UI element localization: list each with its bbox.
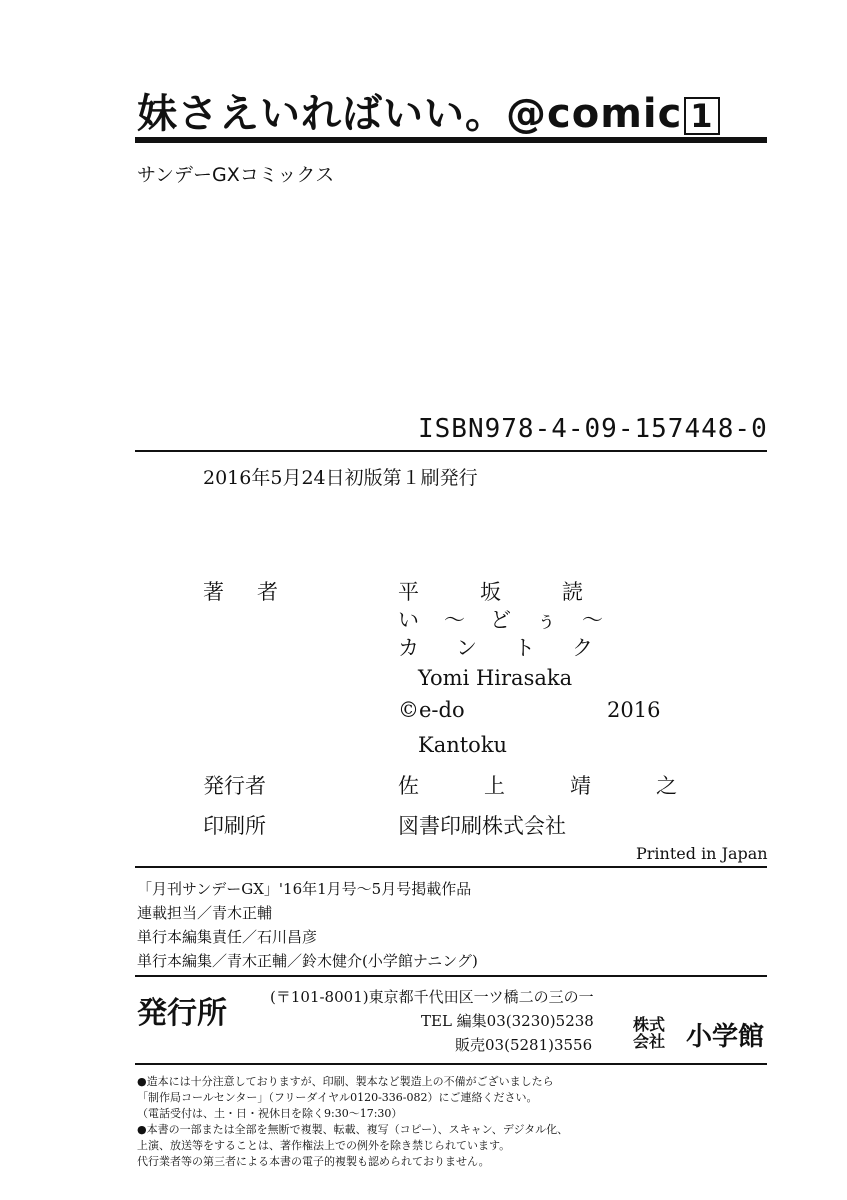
book-title (137, 82, 720, 139)
note-line-4: ●本書の一部または全部を無断で複製、転載、複写（コピー）、スキャン、デジタル化、 (137, 1123, 569, 1136)
issuer-name: 佐 上 靖 之 (398, 774, 699, 798)
author-name-1: 平 坂 読 (398, 580, 603, 604)
author-name-en-1: Yomi Hirasaka (418, 666, 573, 690)
notes-rule (135, 1063, 767, 1065)
printer-label: 印刷所 (203, 814, 266, 838)
note-line-1: ●造本には十分注意しておりますが、印刷、製本など製造上の不備がございましたら (137, 1075, 554, 1088)
title-text: 妹さえいればいい。@comic (137, 91, 683, 137)
note-line-5: 上演、放送等をすることは、著作権法上での例外を除き禁じられています。 (137, 1139, 511, 1152)
title-rule (135, 137, 767, 143)
copyright-year: 2016 (607, 698, 661, 722)
publisher-address-text: 〒101-8001)東京都千代田区一ツ橋二の三の一 (275, 988, 594, 1006)
issuer-label: 発行者 (203, 774, 266, 798)
author-label: 著 者 (203, 580, 284, 604)
volume-number: 1 (684, 97, 719, 135)
author-name-2: い 〜 ど ぅ 〜 (398, 608, 605, 632)
note-line-2: 「制作局コールセンター」（フリーダイヤル0120-336-082）にご連絡ください。 (137, 1091, 538, 1104)
publication-date: 2016年5月24日初版第１刷発行 (203, 467, 478, 489)
credit-line-3: 単行本編集責任／石川昌彦 (137, 928, 318, 946)
credit-line-2: 連載担当／青木正輔 (137, 904, 273, 922)
corp-type: 株式会社 (633, 1015, 666, 1051)
publisher-address: (〒101-8001)東京都千代田区一ツ橋二の三の一 (270, 988, 594, 1006)
author-name-en-2: ©e-do (398, 698, 465, 722)
imprint-label: サンデーGXコミックス (137, 164, 335, 186)
credits-rule (135, 866, 767, 868)
credit-line-4: 単行本編集／青木正輔／鈴木健介(小学館ナニング) (137, 952, 478, 970)
printed-in-japan: Printed in Japan (636, 844, 768, 863)
isbn: ISBN978-4-09-157448-0 (418, 414, 768, 444)
publisher-rule (135, 975, 767, 977)
note-line-6: 代行業者等の第三者による本書の電子的複製も認められておりません。 (137, 1155, 490, 1168)
publisher-tel-sales: 販売03(5281)3556 (455, 1036, 593, 1054)
isbn-rule (135, 450, 767, 452)
author-name-3: カ ン ト ク (398, 636, 601, 660)
printer-name: 図書印刷株式会社 (398, 814, 566, 838)
credit-line-1: 「月刊サンデーGX」'16年1月号〜5月号掲載作品 (137, 880, 472, 898)
publisher-tel-editorial: TEL 編集03(3230)5238 (421, 1012, 594, 1030)
note-line-3: （電話受付は、土・日・祝休日を除く9:30〜17:30） (137, 1107, 403, 1120)
publisher-label: 発行所 (137, 996, 227, 1031)
author-name-en-3: Kantoku (418, 733, 508, 757)
publisher-name: 小学館 (686, 1022, 765, 1052)
